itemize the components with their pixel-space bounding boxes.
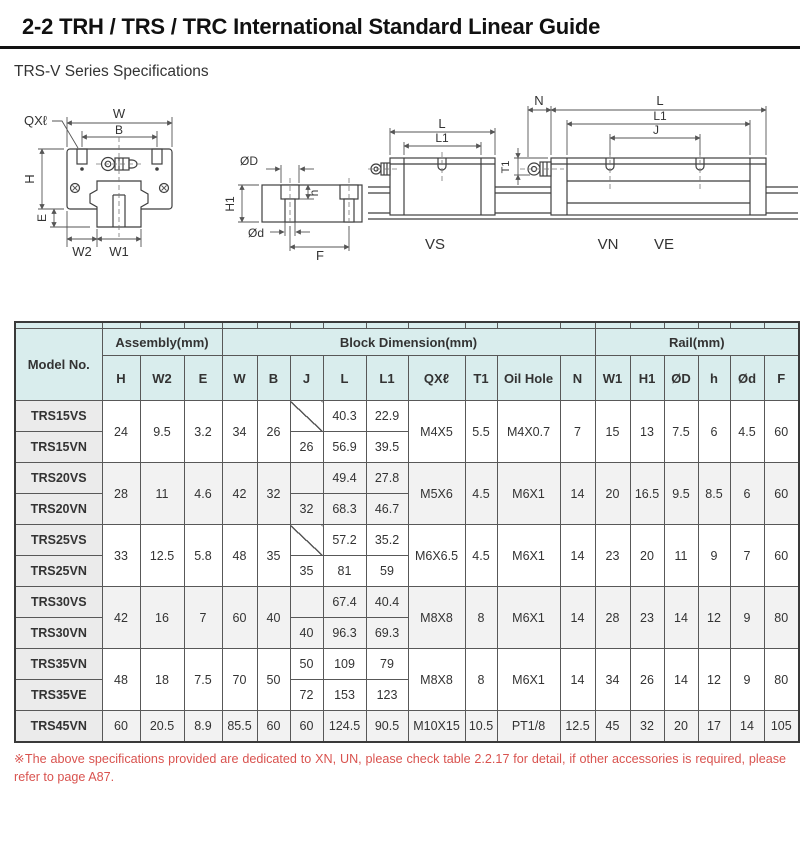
value-cell: 45 bbox=[595, 711, 630, 743]
value-cell: 8 bbox=[465, 649, 497, 711]
value-cell: 4.5 bbox=[465, 463, 497, 525]
value-cell: 42 bbox=[102, 587, 140, 649]
value-cell: 9.5 bbox=[664, 463, 698, 525]
group-header-block: Block Dimension(mm) bbox=[222, 329, 595, 356]
value-cell: 48 bbox=[102, 649, 140, 711]
value-cell: 57.2 bbox=[323, 525, 366, 556]
svg-text:L: L bbox=[656, 93, 664, 108]
value-cell: 70 bbox=[222, 649, 257, 711]
value-cell: 16.5 bbox=[630, 463, 664, 525]
svg-text:W1: W1 bbox=[109, 244, 129, 259]
value-cell: 42 bbox=[222, 463, 257, 525]
value-cell: 35 bbox=[290, 556, 323, 587]
value-cell: 79 bbox=[366, 649, 408, 680]
value-cell: 28 bbox=[102, 463, 140, 525]
page-title: 2-2 TRH / TRS / TRC International Standard Linear Guide bbox=[22, 14, 601, 39]
col-header-L1: L1 bbox=[366, 356, 408, 401]
svg-text:QXℓ: QXℓ bbox=[24, 113, 47, 128]
value-cell: 7.5 bbox=[184, 649, 222, 711]
value-cell: PT1/8 bbox=[497, 711, 560, 743]
value-cell: 4.6 bbox=[184, 463, 222, 525]
value-cell: M6X6.5 bbox=[408, 525, 465, 587]
value-cell: 14 bbox=[664, 649, 698, 711]
vn-dim-N bbox=[528, 93, 551, 157]
page-header bbox=[0, 0, 800, 49]
value-cell: M6X1 bbox=[497, 587, 560, 649]
value-cell: 123 bbox=[366, 680, 408, 711]
value-cell: 6 bbox=[730, 463, 764, 525]
value-cell: 23 bbox=[595, 525, 630, 587]
col-header-W: W bbox=[222, 356, 257, 401]
value-cell: 20 bbox=[595, 463, 630, 525]
group-header-rail: Rail(mm) bbox=[595, 329, 799, 356]
value-cell: 35 bbox=[257, 525, 290, 587]
col-header-J: J bbox=[290, 356, 323, 401]
col-header-F: F bbox=[764, 356, 799, 401]
col-header-T1: T1 bbox=[465, 356, 497, 401]
model-cell: TRS15VS bbox=[15, 401, 102, 432]
dim-H bbox=[22, 149, 64, 209]
value-cell: 12.5 bbox=[560, 711, 595, 743]
value-cell: 27.8 bbox=[366, 463, 408, 494]
value-cell: 34 bbox=[222, 401, 257, 463]
col-header-W2: W2 bbox=[140, 356, 184, 401]
value-cell: 6 bbox=[698, 401, 730, 463]
value-cell: 11 bbox=[664, 525, 698, 587]
value-cell: 153 bbox=[323, 680, 366, 711]
value-cell: 4.5 bbox=[730, 401, 764, 463]
value-cell: 3.2 bbox=[184, 401, 222, 463]
value-cell: 5.8 bbox=[184, 525, 222, 587]
value-cell: 60 bbox=[222, 587, 257, 649]
col-header-N: N bbox=[560, 356, 595, 401]
value-cell: 18 bbox=[140, 649, 184, 711]
vn-ve-block bbox=[520, 152, 766, 215]
value-cell: M6X1 bbox=[497, 463, 560, 525]
svg-text:F: F bbox=[316, 248, 324, 263]
dim-E bbox=[35, 209, 90, 227]
value-cell: 40 bbox=[257, 587, 290, 649]
value-cell: 49.4 bbox=[323, 463, 366, 494]
dim-QXl bbox=[24, 113, 78, 148]
value-cell: 32 bbox=[630, 711, 664, 743]
svg-text:Ød: Ød bbox=[247, 226, 265, 240]
value-cell: M6X1 bbox=[497, 525, 560, 587]
value-cell: 22.9 bbox=[366, 401, 408, 432]
value-cell: 32 bbox=[257, 463, 290, 525]
vs-block bbox=[368, 152, 495, 215]
col-header-Od: Ød bbox=[730, 356, 764, 401]
svg-text:ØD: ØD bbox=[240, 154, 258, 168]
model-cell: TRS30VS bbox=[15, 587, 102, 618]
table-row bbox=[15, 463, 799, 494]
value-cell: M6X1 bbox=[497, 649, 560, 711]
col-header-H: H bbox=[102, 356, 140, 401]
value-cell: 60 bbox=[764, 525, 799, 587]
value-cell: M4X5 bbox=[408, 401, 465, 463]
value-cell: 20 bbox=[664, 711, 698, 743]
sub-header-row bbox=[15, 356, 799, 401]
table-row bbox=[15, 649, 799, 680]
value-cell: 33 bbox=[102, 525, 140, 587]
spec-table bbox=[14, 321, 800, 743]
dim-B bbox=[82, 123, 157, 147]
j-slash-cell bbox=[290, 463, 323, 494]
model-cell: TRS15VN bbox=[15, 432, 102, 463]
table-row bbox=[15, 525, 799, 556]
value-cell: 15 bbox=[595, 401, 630, 463]
value-cell: 9 bbox=[730, 587, 764, 649]
section-subtitle: TRS-V Series Specifications bbox=[14, 63, 209, 80]
value-cell: 5.5 bbox=[465, 401, 497, 463]
model-cell: TRS35VN bbox=[15, 649, 102, 680]
value-cell: 8 bbox=[465, 587, 497, 649]
value-cell: 59 bbox=[366, 556, 408, 587]
value-cell: 39.5 bbox=[366, 432, 408, 463]
svg-text:W: W bbox=[112, 106, 126, 121]
value-cell: 26 bbox=[630, 649, 664, 711]
value-cell: 40.4 bbox=[366, 587, 408, 618]
svg-text:T1: T1 bbox=[500, 160, 512, 174]
value-cell: 80 bbox=[764, 587, 799, 649]
value-cell: 9 bbox=[698, 525, 730, 587]
value-cell: 7 bbox=[560, 401, 595, 463]
value-cell: 17 bbox=[698, 711, 730, 743]
value-cell: 50 bbox=[290, 649, 323, 680]
value-cell: 16 bbox=[140, 587, 184, 649]
value-cell: 14 bbox=[560, 649, 595, 711]
model-cell: TRS25VN bbox=[15, 556, 102, 587]
table-row bbox=[15, 401, 799, 432]
dim-OD bbox=[240, 154, 314, 183]
value-cell: M8X8 bbox=[408, 649, 465, 711]
front-view-diagram bbox=[12, 89, 224, 261]
value-cell: 60 bbox=[290, 711, 323, 743]
value-cell: 8.9 bbox=[184, 711, 222, 743]
value-cell: 105 bbox=[764, 711, 799, 743]
value-cell: 56.9 bbox=[323, 432, 366, 463]
value-cell: 40 bbox=[290, 618, 323, 649]
col-header-OD: ØD bbox=[664, 356, 698, 401]
svg-text:J: J bbox=[653, 123, 659, 137]
value-cell: 14 bbox=[560, 463, 595, 525]
value-cell: M8X8 bbox=[408, 587, 465, 649]
value-cell: 11 bbox=[140, 463, 184, 525]
col-header-H1: H1 bbox=[630, 356, 664, 401]
table-row bbox=[15, 587, 799, 618]
value-cell: 13 bbox=[630, 401, 664, 463]
footnote: ※The above specifications provided are dedicated to XN, UN, please check table 2.2.17 for detail, if other accessories is required, please refer to page A87. bbox=[14, 752, 786, 785]
value-cell: 50 bbox=[257, 649, 290, 711]
value-cell: 14 bbox=[560, 525, 595, 587]
value-cell: 60 bbox=[257, 711, 290, 743]
col-header-h: h bbox=[698, 356, 730, 401]
value-cell: 8.5 bbox=[698, 463, 730, 525]
svg-text:B: B bbox=[114, 123, 124, 137]
j-slash-cell bbox=[290, 401, 323, 432]
value-cell: 81 bbox=[323, 556, 366, 587]
value-cell: 67.4 bbox=[323, 587, 366, 618]
value-cell: M4X0.7 bbox=[497, 401, 560, 463]
dim-H1 bbox=[223, 185, 259, 222]
view-label-ve: VE bbox=[653, 236, 675, 253]
value-cell: 20.5 bbox=[140, 711, 184, 743]
value-cell: 48 bbox=[222, 525, 257, 587]
col-header-B: B bbox=[257, 356, 290, 401]
svg-text:L1: L1 bbox=[653, 109, 667, 123]
value-cell: 109 bbox=[323, 649, 366, 680]
model-cell: TRS30VN bbox=[15, 618, 102, 649]
model-cell: TRS25VS bbox=[15, 525, 102, 556]
value-cell: 20 bbox=[630, 525, 664, 587]
value-cell: 60 bbox=[102, 711, 140, 743]
view-label-vn: VN bbox=[597, 236, 619, 253]
value-cell: 60 bbox=[764, 401, 799, 463]
value-cell: 14 bbox=[664, 587, 698, 649]
value-cell: 32 bbox=[290, 494, 323, 525]
value-cell: 26 bbox=[257, 401, 290, 463]
j-slash-cell bbox=[290, 587, 323, 618]
value-cell: 96.3 bbox=[323, 618, 366, 649]
value-cell: 10.5 bbox=[465, 711, 497, 743]
col-header-L: L bbox=[323, 356, 366, 401]
col-header-W1: W1 bbox=[595, 356, 630, 401]
value-cell: 85.5 bbox=[222, 711, 257, 743]
value-cell: 72 bbox=[290, 680, 323, 711]
value-cell: 26 bbox=[290, 432, 323, 463]
dim-h bbox=[299, 185, 321, 199]
vs-dim-L1 bbox=[404, 131, 481, 155]
value-cell: 14 bbox=[730, 711, 764, 743]
svg-text:H1: H1 bbox=[223, 196, 237, 212]
value-cell: 7.5 bbox=[664, 401, 698, 463]
svg-text:L: L bbox=[438, 116, 446, 131]
value-cell: 24 bbox=[102, 401, 140, 463]
vn-dim-J bbox=[610, 123, 700, 155]
value-cell: 124.5 bbox=[323, 711, 366, 743]
value-cell: 80 bbox=[764, 649, 799, 711]
svg-text:W2: W2 bbox=[72, 244, 92, 259]
view-label-vs: VS bbox=[424, 236, 446, 253]
value-cell: 4.5 bbox=[465, 525, 497, 587]
table-row bbox=[15, 711, 799, 743]
value-cell: 9 bbox=[730, 649, 764, 711]
value-cell: 46.7 bbox=[366, 494, 408, 525]
value-cell: 35.2 bbox=[366, 525, 408, 556]
value-cell: 60 bbox=[764, 463, 799, 525]
svg-text:E: E bbox=[35, 213, 49, 223]
group-header-row bbox=[15, 329, 799, 356]
svg-text:N: N bbox=[534, 93, 544, 108]
svg-text:h: h bbox=[307, 189, 321, 197]
value-cell: 68.3 bbox=[323, 494, 366, 525]
col-header-QX: QXℓ bbox=[408, 356, 465, 401]
model-cell: TRS45VN bbox=[15, 711, 102, 743]
model-cell: TRS20VS bbox=[15, 463, 102, 494]
value-cell: 7 bbox=[184, 587, 222, 649]
dim-Od bbox=[248, 222, 310, 240]
value-cell: M10X15 bbox=[408, 711, 465, 743]
value-cell: 7 bbox=[730, 525, 764, 587]
technical-diagrams bbox=[0, 83, 800, 321]
svg-text:L1: L1 bbox=[435, 131, 449, 145]
rail-side-body bbox=[262, 178, 362, 230]
value-cell: M5X6 bbox=[408, 463, 465, 525]
j-slash-cell bbox=[290, 525, 323, 556]
value-cell: 69.3 bbox=[366, 618, 408, 649]
value-cell: 14 bbox=[560, 587, 595, 649]
value-cell: 12 bbox=[698, 649, 730, 711]
value-cell: 90.5 bbox=[366, 711, 408, 743]
model-cell: TRS20VN bbox=[15, 494, 102, 525]
value-cell: 23 bbox=[630, 587, 664, 649]
svg-text:H: H bbox=[22, 174, 37, 184]
value-cell: 40.3 bbox=[323, 401, 366, 432]
col-header-oil-hole: Oil Hole bbox=[497, 356, 560, 401]
side-view-diagram bbox=[368, 91, 798, 259]
col-header-model: Model No. bbox=[15, 329, 102, 401]
col-header-E: E bbox=[184, 356, 222, 401]
value-cell: 28 bbox=[595, 587, 630, 649]
value-cell: 12.5 bbox=[140, 525, 184, 587]
value-cell: 9.5 bbox=[140, 401, 184, 463]
rail-cross-section bbox=[90, 137, 148, 237]
group-header-assembly: Assembly(mm) bbox=[102, 329, 222, 356]
model-cell: TRS35VE bbox=[15, 680, 102, 711]
value-cell: 34 bbox=[595, 649, 630, 711]
value-cell: 12 bbox=[698, 587, 730, 649]
